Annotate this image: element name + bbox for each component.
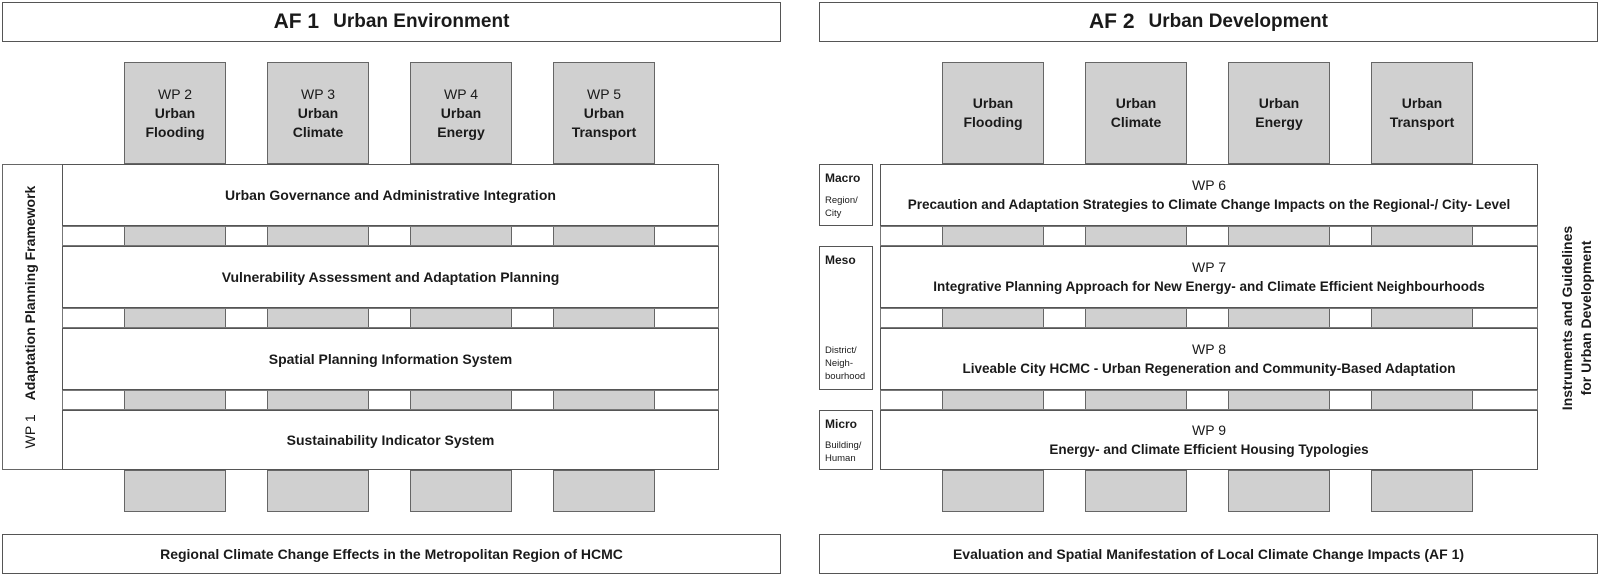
column-label: Energy [1255, 114, 1303, 130]
af1-column-wp2 [124, 62, 226, 164]
column-label: Urban [972, 95, 1014, 111]
af2-title: Urban Development [1148, 11, 1328, 32]
column-label: Transport [1389, 114, 1455, 130]
af2-column-energy [1228, 62, 1330, 164]
af2-connector [880, 390, 1538, 410]
af1-band-vulnerability [62, 246, 719, 308]
af2-connector [880, 308, 1538, 328]
af1-side-label [22, 162, 44, 472]
scale-level: Meso [825, 253, 856, 267]
column-segment [942, 470, 1044, 512]
side-label-text: Adaptation Planning Framework [22, 185, 38, 401]
af2-column-climate [1085, 62, 1187, 164]
column-segment [267, 470, 369, 512]
scale-sub: bourhood [825, 371, 866, 382]
scale-sub: Human [825, 453, 856, 464]
scale-sub: Neigh- [825, 358, 853, 369]
column-label: Urban [297, 104, 339, 121]
column-label: Flooding [963, 114, 1023, 130]
scale-macro [819, 164, 873, 226]
af1-title-box [2, 2, 781, 42]
scale-sub: City [825, 208, 842, 219]
af1-column-wp5 [553, 62, 655, 164]
column-label: Urban [583, 104, 625, 121]
wp-number: WP 6 [1192, 177, 1226, 193]
column-segment [410, 470, 512, 512]
scale-micro [819, 410, 873, 470]
column-segment [553, 470, 655, 512]
band-label: Precaution and Adaptation Strategies to Climate Change Impacts on the Regional-/ City- Level [907, 197, 1511, 212]
af1-connector [62, 226, 719, 246]
af2-band-wp6 [880, 164, 1538, 226]
scale-sub: District/ [825, 345, 857, 356]
af1-column-wp4 [410, 62, 512, 164]
column-label: Urban [1115, 95, 1157, 111]
scale-level: Macro [825, 171, 861, 185]
af2-footer [819, 534, 1598, 574]
band-label: Liveable City HCMC - Urban Regeneration and Community-Based Adaptation [962, 361, 1456, 376]
af2-side-label [1558, 158, 1598, 478]
af1-footer [2, 534, 781, 574]
wp-number: WP 2 [158, 85, 192, 102]
scale-sub: Building/ [825, 440, 862, 451]
af1-connector [62, 390, 719, 410]
column-label: Transport [571, 123, 637, 140]
af1-connector [62, 308, 719, 328]
column-label: Urban [154, 104, 196, 121]
wp-number: WP 8 [1192, 341, 1226, 357]
column-label: Climate [1110, 114, 1162, 130]
side-label-line: for Urban Development [1578, 240, 1594, 396]
column-segment [1085, 470, 1187, 512]
af2-connector [880, 226, 1538, 246]
band-label: Urban Governance and Administrative Integration [225, 187, 556, 203]
wp-number: WP 3 [301, 85, 335, 102]
wp-number: WP 7 [1192, 259, 1226, 275]
column-segment [124, 470, 226, 512]
column-segment [1371, 470, 1473, 512]
column-label: Urban [440, 104, 482, 121]
af1-band-governance [62, 164, 719, 226]
band-label: Integrative Planning Approach for New Energy- and Climate Efficient Neighbourhoods [933, 279, 1485, 294]
af2-title-box [819, 2, 1598, 42]
column-segment [1228, 470, 1330, 512]
footer-label: Evaluation and Spatial Manifestation of Local Climate Change Impacts (AF 1) [952, 546, 1465, 562]
af2-band-wp7 [880, 246, 1538, 308]
column-label: Urban [1258, 95, 1300, 111]
af1-band-spatial-planning [62, 328, 719, 390]
af1-band-sustainability [62, 410, 719, 470]
wp-number: WP 9 [1192, 422, 1226, 438]
af2-band-wp9 [880, 410, 1538, 470]
side-label-line: Instruments and Guidelines [1559, 225, 1575, 411]
af2-column-flooding [942, 62, 1044, 164]
band-label: Spatial Planning Information System [268, 351, 513, 367]
column-label: Energy [437, 123, 485, 140]
wp-number: WP 4 [444, 85, 478, 102]
scale-sub: Region/ [825, 195, 858, 206]
footer-label: Regional Climate Change Effects in the Metropolitan Region of HCMC [160, 546, 623, 562]
column-label: Flooding [145, 123, 205, 140]
side-wp-number: WP 1 [22, 414, 38, 449]
scale-meso [819, 246, 873, 390]
af1-number: AF 1 [273, 10, 320, 33]
af2-column-transport [1371, 62, 1473, 164]
scale-level: Micro [825, 417, 858, 431]
af1-column-wp3 [267, 62, 369, 164]
column-label: Urban [1401, 95, 1443, 111]
af1-title: Urban Environment [333, 11, 510, 32]
band-label: Energy- and Climate Efficient Housing Typologies [1049, 442, 1369, 457]
af2-band-wp8 [880, 328, 1538, 390]
band-label: Vulnerability Assessment and Adaptation Planning [221, 269, 560, 285]
wp-number: WP 5 [587, 85, 621, 102]
band-label: Sustainability Indicator System [286, 432, 495, 448]
af2-number: AF 2 [1089, 10, 1135, 33]
column-label: Climate [292, 123, 344, 140]
